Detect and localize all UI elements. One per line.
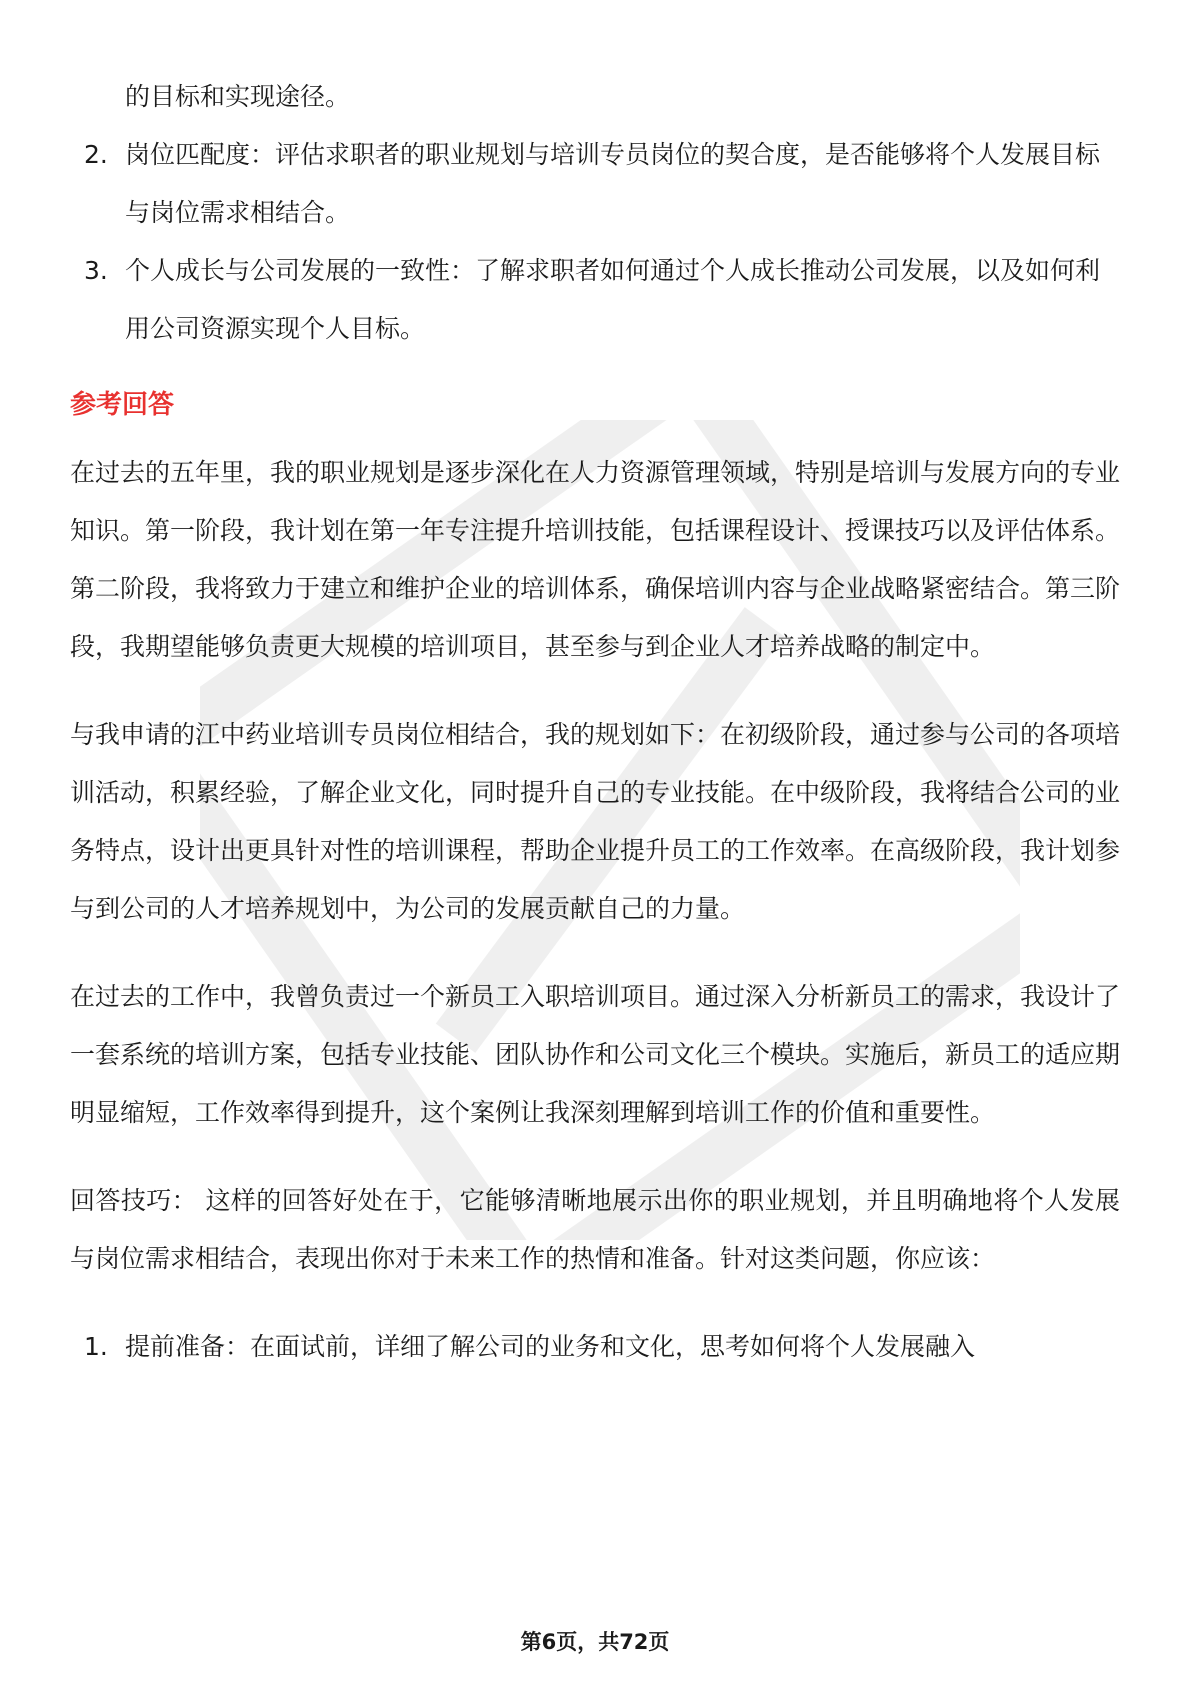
list-item	[70, 126, 1120, 242]
list-item-text: 提前准备：在面试前，详细了解公司的业务和文化，思考如何将个人发展融入	[125, 1332, 976, 1361]
list-continuation: 的目标和实现途径。	[125, 82, 351, 111]
top-numbered-list	[70, 126, 1120, 358]
answer-paragraph: 与我申请的江中药业培训专员岗位相结合，我的规划如下：在初级阶段，通过参与公司的各项培训活动，积累经验，了解企业文化，同时提升自己的专业技能。在中级阶段，我将结合公司的业务特点，设计出更具针对性的培训课程，帮助企业提升员工的工作效率。在高级阶段，我计划参与到公司的人才培养规划中，为公司的发展贡献自己的力量。	[70, 720, 1121, 923]
list-number: 1.	[84, 1332, 108, 1361]
answer-paragraph: 在过去的工作中，我曾负责过一个新员工入职培训项目。通过深入分析新员工的需求，我设计了一套系统的培训方案，包括专业技能、团队协作和公司文化三个模块。实施后，新员工的适应期明显缩短，工作效率得到提升，这个案例让我深刻理解到培训工作的价值和重要性。	[70, 982, 1121, 1127]
page-footer: 第6页，共72页	[520, 1630, 670, 1654]
list-item	[70, 242, 1120, 358]
list-item-text: 个人成长与公司发展的一致性：了解求职者如何通过个人成长推动公司发展，以及如何利用公司资源实现个人目标。	[125, 256, 1101, 343]
document-body	[70, 68, 1120, 1376]
bottom-numbered-list	[70, 1318, 1120, 1376]
list-number: 2.	[84, 140, 108, 169]
list-item-text: 岗位匹配度：评估求职者的职业规划与培训专员岗位的契合度，是否能够将个人发展目标与岗位需求相结合。	[125, 140, 1101, 227]
list-item	[70, 1318, 1120, 1376]
list-number: 3.	[84, 256, 108, 285]
tips-paragraph: 回答技巧： 这样的回答好处在于，它能够清晰地展示出你的职业规划，并且明确地将个人发展与岗位需求相结合，表现出你对于未来工作的热情和准备。针对这类问题，你应该：	[70, 1186, 1120, 1273]
section-heading: 参考回答	[70, 390, 175, 420]
answer-paragraph: 在过去的五年里，我的职业规划是逐步深化在人力资源管理领域，特别是培训与发展方向的专业知识。第一阶段，我计划在第一年专注提升培训技能，包括课程设计、授课技巧以及评估体系。第二阶段，我将致力于建立和维护企业的培训体系，确保培训内容与企业战略紧密结合。第三阶段，我期望能够负责更大规模的培训项目，甚至参与到企业人才培养战略的制定中。	[70, 458, 1121, 661]
